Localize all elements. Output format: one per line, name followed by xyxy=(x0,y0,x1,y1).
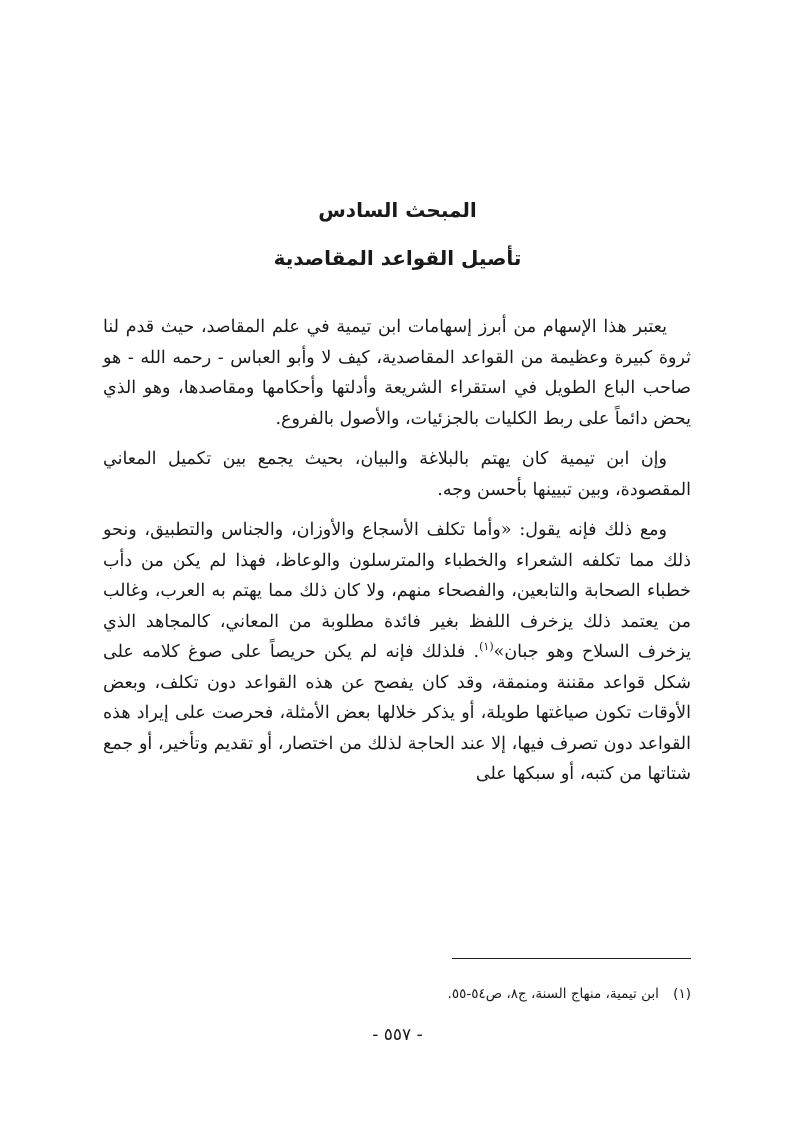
paragraph-3 xyxy=(103,515,691,790)
footnote-separator xyxy=(452,958,691,959)
paragraph-1: يعتبر هذا الإسهام من أبرز إسهامات ابن تيمية في علم المقاصد، حيث قدم لنا ثروة كبيرة وعظيمة من القواعد المقاصدية، كيف لا وأبو العباس - رحمه الله - هو صاحب الباع الطويل في استقراء الشريعة وأدلتها وأحكامها ومقاصدها، وهو الذي يحض دائماً على ربط الكليات بالجزئيات، والأصول بالفروع. xyxy=(103,317,691,429)
footnote-number: (١) xyxy=(673,986,691,1002)
quotation-text: ومع ذلك فإنه يقول: «وأما تكلف الأسجاع والأوزان، والجناس والتطبيق، ونحو ذلك مما تكلفه الشعراء والخطباء والمترسلون والوعاظ، فهذا لم يكن من دأب خطباء الصحابة والتابعين، والفصحاء منهم، ولا كان ذلك مما يهتم به العرب، وغالب من يعتمد ذلك يزخرف اللفظ بغير فائدة مطلوبة من المعاني، كالمجاهد الذي يزخرف السلاح وهو جبان» xyxy=(103,520,691,662)
section-label: المبحث السادس xyxy=(318,198,477,222)
footnote xyxy=(103,986,691,1002)
footnote-text: ابن تيمية، منهاج السنة، ج٨، ص٥٤-٥٥. xyxy=(447,986,659,1002)
section-title: تأصيل القواعد المقاصدية xyxy=(273,246,522,270)
paragraph-2: وإن ابن تيمية كان يهتم بالبلاغة والبيان، بحيث يجمع بين تكميل المعاني المقصودة، وبين تبيينها بأحسن وجه. xyxy=(103,449,691,500)
footnote-reference[interactable]: (١) xyxy=(479,640,494,654)
page-number: - ٥٥٧ - xyxy=(372,1025,423,1045)
paragraph-3-continuation: . فلذلك فإنه لم يكن حريصاً على صوغ كلامه على شكل قواعد مقننة ومنمقة، وقد كان يفصح عن هذه القواعد دون تكلف، وبعض الأوقات تكون صياغتها طويلة، أو يذكر خلالها بعض الأمثلة، فحرصت على إيراد هذه القواعد دون تصرف فيها، إلا عند الحاجة لذلك من اختصار، أو تقديم وتأخير، أو جمع شتاتها من كتبه، أو سبكها على xyxy=(103,642,691,784)
body-text xyxy=(103,312,691,800)
